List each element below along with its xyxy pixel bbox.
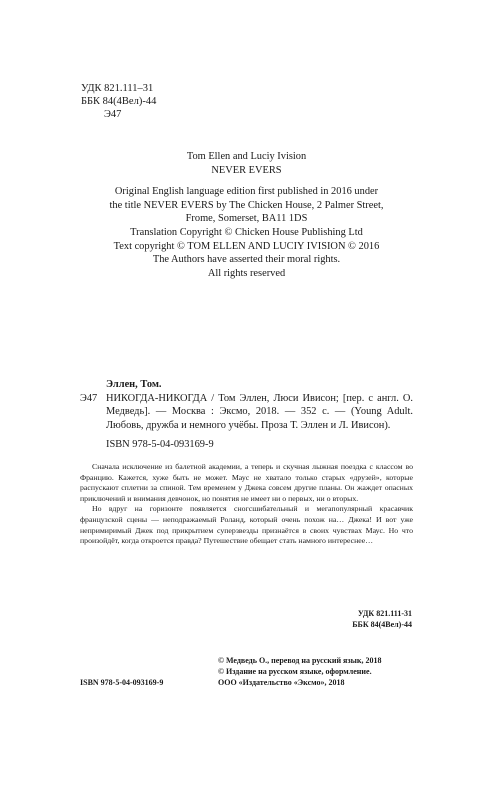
translation-copyright: Translation Copyright © Chicken House Publishing Ltd xyxy=(130,226,363,238)
original-edition-credits xyxy=(80,150,413,280)
edition-line: the title NEVER EVERS by The Chicken House, 2 Palmer Street, xyxy=(109,199,384,211)
edition-line: Frome, Somerset, BA11 1DS xyxy=(185,213,308,225)
catalog-entry xyxy=(80,378,413,452)
moral-rights: The Authors have asserted their moral rights. xyxy=(152,254,341,266)
copyright-block xyxy=(218,655,381,688)
entry-isbn: ISBN 978-5-04-093169-9 xyxy=(106,439,214,451)
annotation-paragraph: Сначала исключение из балетной академии, а теперь и скучная лыжная поездка с классом во Францию. Кажется, хуже быть не может. Маус не хватало только старых «друзей», которые распускают сплетни за спиной. Тем временем у Джека совсем другие планы. Он жаждет опасных приключений и внимания девчонок, но понятия не имеет ни о первых, ни о вторых. xyxy=(80,462,413,503)
copyright-design: © Издание на русском языке, оформление. xyxy=(218,667,372,676)
entry-bibliographic-description: НИКОГДА-НИКОГДА / Том Эллен, Люси Ивисон; [пер. с англ. О. Медведь]. — Москва : Эксмо, 2018. — 352 с. — (Young Adult. Любовь, дружба и немного учёбы. Проза Т. Эллен и Л. Ивисон). xyxy=(106,392,413,431)
bbk-code-bottom: ББК 84(4Вел)-44 xyxy=(352,620,412,629)
udk-code-bottom: УДК 821.111-31 xyxy=(357,609,412,618)
udk-code: УДК 821.111–31 xyxy=(81,83,154,94)
text-copyright: Text copyright © TOM ELLEN AND LUCIY IVISION © 2016 xyxy=(113,240,380,252)
classification-codes-bottom xyxy=(352,608,412,630)
classification-codes-top xyxy=(81,82,156,121)
copyright-publisher: ООО «Издательство «Эксмо», 2018 xyxy=(218,678,345,687)
entry-code: Э47 xyxy=(80,392,98,404)
bbk-code: ББК 84(4Вел)-44 xyxy=(81,96,157,107)
annotation xyxy=(80,462,413,547)
rights-reserved: All rights reserved xyxy=(207,267,286,279)
original-authors: Tom Ellen and Luciy Ivision xyxy=(186,151,307,162)
edition-line: Original English language edition first published in 2016 under xyxy=(114,186,379,198)
entry-author: Эллен, Том. xyxy=(106,379,162,390)
annotation-paragraph: Но вдруг на горизонте появляется сногсшибательный и мегапопулярный красавчик французской сцены — неподражаемый Роланд, который очень похож на… Джека! И вот уже непримиримый Джек под прикрытием суперзвезды признаётся в своих чувствах Маус. Но что произойдёт, когда откроется правда? Путешествие обещает стать намного интереснее… xyxy=(80,504,413,546)
copyright-translation: © Медведь О., перевод на русский язык, 2018 xyxy=(218,656,382,665)
isbn-bottom: ISBN 978-5-04-093169-9 xyxy=(80,678,164,687)
original-title: NEVER EVERS xyxy=(211,164,282,176)
author-mark: Э47 xyxy=(104,109,122,120)
